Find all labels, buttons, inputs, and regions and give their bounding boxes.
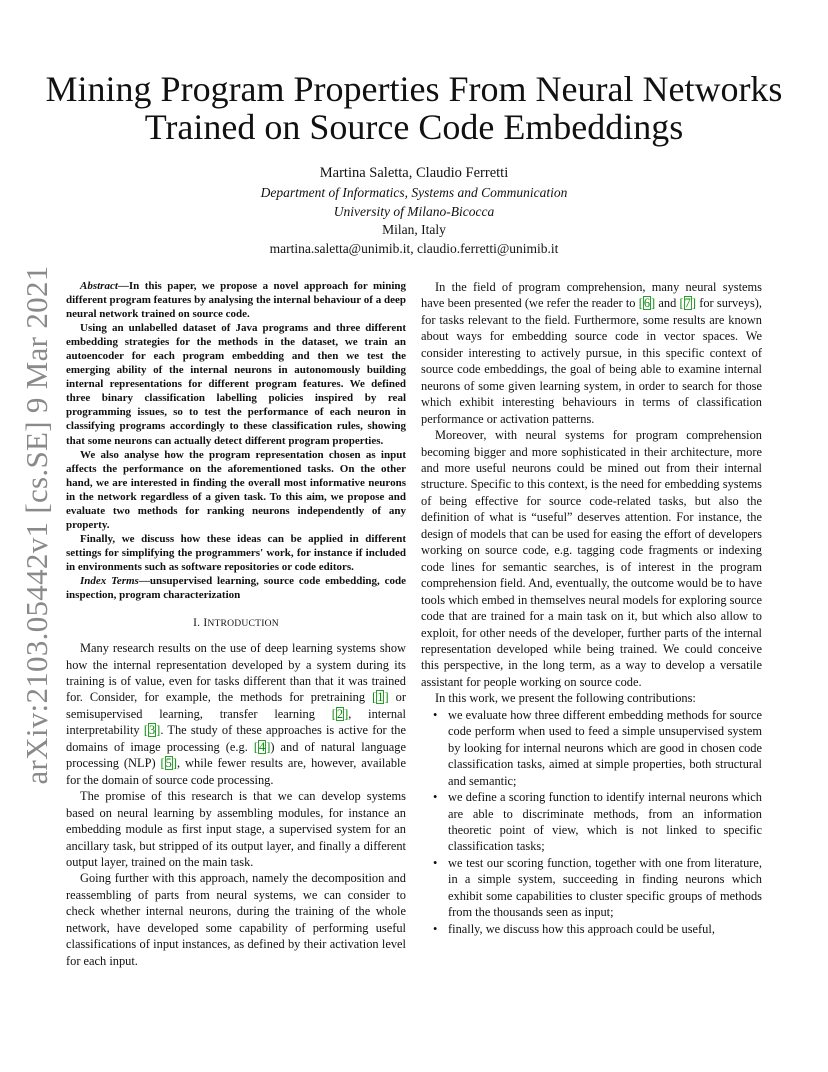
author-block: [114, 164, 714, 258]
abstract-paragraph-1: Abstract—In this paper, we propose a novel approach for mining different program features by analysing the internal behaviour of a deep neural network trained on source code.: [66, 280, 406, 321]
author-department: Department of Informatics, Systems and Communication: [260, 185, 568, 201]
bullet-icon: •: [433, 707, 438, 722]
abstract-paragraph-4: Finally, we discuss how these ideas can be applied in different settings for simplifying the programmers' work, for instance if included in environments such as software repositories or code editors.: [66, 532, 406, 573]
intro-paragraph-2: The promise of this research is that we can develop systems based on neural learning by assembling modules, for instance an embedding module as first input stage, a supervised system for an ancillary task, but stripped of its output layer, and finally a different output layer, trained on the main task.: [66, 789, 406, 869]
citation-link[interactable]: 6: [643, 296, 651, 311]
title-line-2: Trained on Source Code Embeddings: [144, 107, 684, 147]
citation-link[interactable]: 1: [377, 690, 384, 705]
list-item: • we evaluate how three different embedding methods for source code perform when used to feed a simple unsupervised system by looking for internal neurons which are good in chosen code classification tasks, aimed at simple properties, both structural and semantic;: [433, 707, 762, 788]
list-item: • we define a scoring function to identify internal neurons which are able to discriminate methods, from an information theoretic point of view, which is not linked to specific classification tasks;: [433, 790, 762, 854]
author-city: Milan, Italy: [382, 222, 446, 238]
contributions-list: [421, 707, 762, 937]
list-item: • we test our scoring function, together with one from literature, in a simple system, succeeding in finding neurons which exhibit some capabilities to cluster specific groups of methods from the thousands seen as input;: [433, 855, 762, 920]
citation-link[interactable]: 2: [336, 706, 344, 721]
citation-link[interactable]: 3: [148, 723, 156, 738]
author-names: Martina Saletta, Claudio Ferretti: [319, 165, 509, 181]
abstract: [66, 279, 406, 602]
abstract-paragraph-3: We also analyse how the program representation chosen as input affects the performance on the aforementioned tasks. On the other hand, we are interested in finding the overall most informative neurons in the network regardless of a given task. To this aim, we propose and evaluate two methods for ranking neurons independently of any property.: [66, 448, 406, 531]
right-paragraph-2: Moreover, with neural systems for program comprehension becoming bigger and more sophisticated in their architecture, more and more useful neurons could be mined out from their internal structure. Specific to this context, is the need for embedding systems of being effective for source code-related tasks, but also the definition of what is “useful” deserves attention. For instance, the design of models that can be used for easing the effort of developers working on source code, e.g. tagging code fragments or indexing code lines for semantic searches, is of interest in the program comprehension field. And, eventually, the outcome would be to have tools which embed in themselves neural models for exploring source code that are trained for a main task on it, but which also allow to exploit, for other needs of the developer, further parts of the internal representation developed while being trained. We could conceive this perspective, in the long term, as a way to develop a versatile assistant for people working on source code.: [421, 428, 763, 689]
left-column: [66, 279, 406, 969]
intro-paragraph-1: Many research results on the use of deep learning systems show how the internal representation developed by a system during its training is of value, even for tasks different than that it was trained for. Consider, for example, the methods for pretraining [1] or semisupervised learning, transfer learning [2], internal interpretability [3]. The study of these approaches is active for the domains of image processing (e.g. [4]) and of natural language processing (NLP) [5], while fewer results are, however, available for the domain of source code processing.: [66, 641, 407, 787]
list-item: • finally, we discuss how this approach could be useful,: [433, 921, 715, 936]
arxiv-identifier: arXiv:2103.05442v1 [cs.SE] 9 Mar 2021: [19, 265, 54, 785]
bullet-icon: •: [433, 855, 438, 870]
index-terms: Index Terms—unsupervised learning, source code embedding, code inspection, program characterization: [66, 574, 406, 602]
citation-link[interactable]: 5: [165, 756, 172, 771]
introduction-body: [66, 640, 406, 969]
title-line-1: Mining Program Properties From Neural Networks: [45, 69, 783, 109]
abstract-paragraph-2: Using an unlabelled dataset of Java programs and three different embedding strategies for the methods in the dataset, we train an autoencoder for each program embedding and then we test the emerging ability of the internal neurons in autonomously building internal representations for different program features. We defined three binary classification labelling policies inspired by real programming issues, so to test the performance of each neuron in classifying programs accordingly to these classification rules, showing that some neurons can actually detect different program properties.: [66, 322, 406, 447]
author-university: University of Milano-Bicocca: [333, 203, 495, 219]
abstract-label: Abstract: [80, 280, 118, 292]
paper-title: [40, 70, 788, 146]
right-paragraph-1: In the field of program comprehension, many neural systems have been presented (we refer the reader to [6] and [7] for surveys), for tasks relevant to the field. Furthermore, some results are known about ways for embedding source code in vector spaces. We consider interesting to actively pursue, in this specific context of source code embeddings, the goal of being able to examine internal neurons of some given learning system, in order to search for those which exhibit interesting behaviours in terms of classification performance or activation patterns.: [421, 280, 762, 426]
bullet-icon: •: [433, 921, 438, 936]
arxiv-side-stamp: [14, 265, 60, 785]
right-column: [421, 279, 762, 937]
intro-paragraph-3: Going further with this approach, namely the decomposition and reassembling of parts from neural systems, we can consider to check whether internal neurons, during the training of the whole network, have developed some capability of performing useful classifications of input instances, as defined by their activation level for each input.: [66, 871, 406, 968]
index-terms-label: Index Terms: [80, 574, 139, 587]
right-paragraph-3: In this work, we present the following contributions:: [435, 691, 696, 706]
bullet-icon: •: [433, 790, 438, 805]
author-emails: martina.saletta@unimib.it, claudio.ferretti@unimib.it: [269, 240, 559, 256]
citation-link[interactable]: 7: [684, 296, 691, 311]
citation-link[interactable]: 4: [258, 739, 266, 754]
section-heading-introduction: I. INTRODUCTION: [193, 617, 279, 630]
